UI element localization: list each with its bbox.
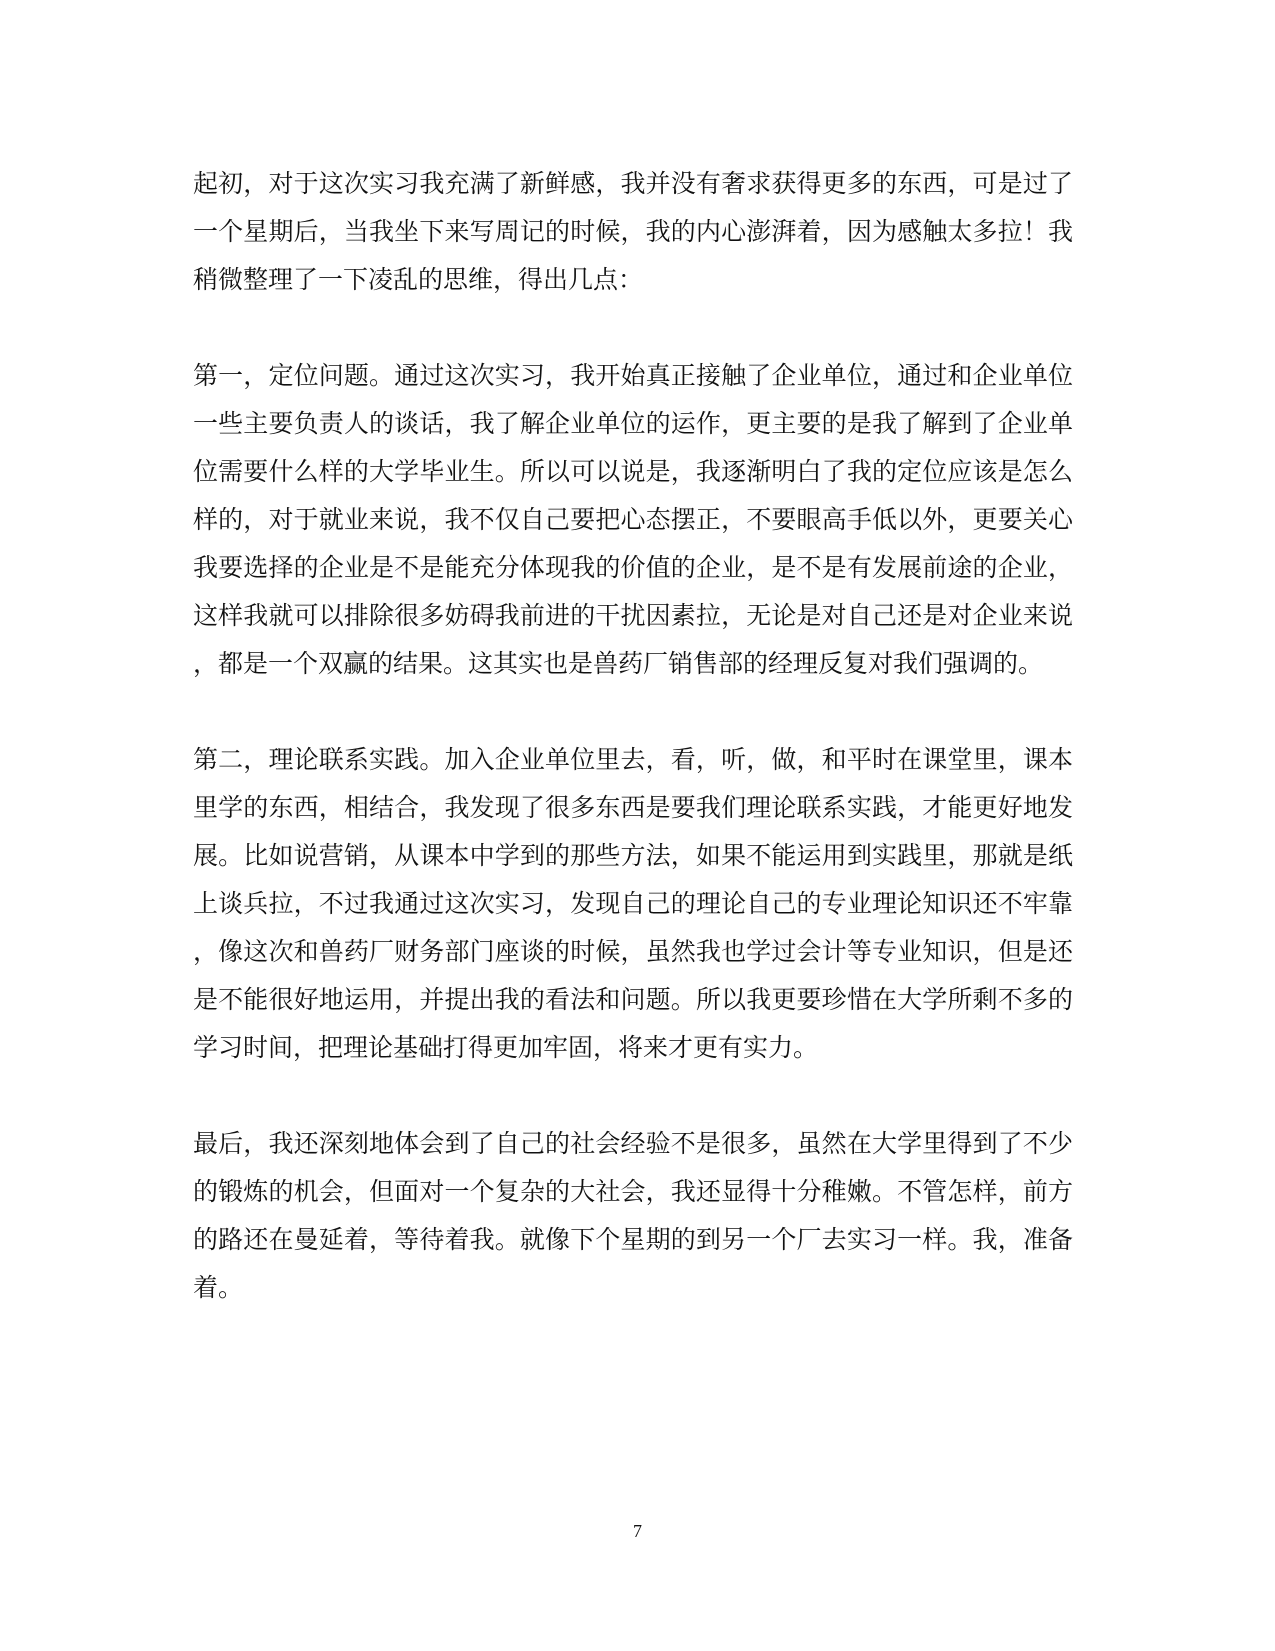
text-line: 是不能很好地运用，并提出我的看法和问题。所以我更要珍惜在大学所剩不多的 bbox=[193, 985, 1073, 1014]
text-line: 的锻炼的机会，但面对一个复杂的大社会，我还显得十分稚嫩。不管怎样，前方 bbox=[193, 1177, 1073, 1206]
text-line: 一个星期后，当我坐下来写周记的时候，我的内心澎湃着，因为感触太多拉！我 bbox=[193, 217, 1073, 246]
paragraph-second-point bbox=[193, 736, 1073, 1072]
text-line: 展。比如说营销，从课本中学到的那些方法，如果不能运用到实践里，那就是纸 bbox=[193, 841, 1073, 870]
text-line: 一些主要负责人的谈话，我了解企业单位的运作，更主要的是我了解到了企业单 bbox=[193, 409, 1073, 438]
text-line: 最后，我还深刻地体会到了自己的社会经验不是很多，虽然在大学里得到了不少 bbox=[193, 1129, 1073, 1158]
text-line: 稍微整理了一下凌乱的思维，得出几点： bbox=[193, 265, 644, 294]
text-line: 着。 bbox=[193, 1273, 244, 1302]
text-line: ，都是一个双赢的结果。这其实也是兽药厂销售部的经理反复对我们强调的。 bbox=[193, 649, 1044, 678]
paragraph-first-point bbox=[193, 352, 1073, 688]
text-line: 样的，对于就业来说，我不仅自己要把心态摆正，不要眼高手低以外，更要关心 bbox=[193, 505, 1073, 534]
text-line: 的路还在曼延着，等待着我。就像下个星期的到另一个厂去实习一样。我，准备 bbox=[193, 1225, 1073, 1254]
text-line: 上谈兵拉，不过我通过这次实习，发现自己的理论自己的专业理论知识还不牢靠 bbox=[193, 889, 1073, 918]
text-line: 第二，理论联系实践。加入企业单位里去，看，听，做，和平时在课堂里，课本 bbox=[193, 745, 1073, 774]
paragraph-intro bbox=[193, 160, 1073, 304]
text-line: 学习时间，把理论基础打得更加牢固，将来才更有实力。 bbox=[193, 1033, 819, 1062]
text-line: 里学的东西，相结合，我发现了很多东西是要我们理论联系实践，才能更好地发 bbox=[193, 793, 1073, 822]
text-line: 位需要什么样的大学毕业生。所以可以说是，我逐渐明白了我的定位应该是怎么 bbox=[193, 457, 1073, 486]
text-line: 这样我就可以排除很多妨碍我前进的干扰因素拉，无论是对自己还是对企业来说 bbox=[193, 601, 1073, 630]
text-line: 第一，定位问题。通过这次实习，我开始真正接触了企业单位，通过和企业单位 bbox=[193, 361, 1073, 390]
text-line: 起初，对于这次实习我充满了新鲜感，我并没有奢求获得更多的东西，可是过了 bbox=[193, 169, 1073, 198]
page-number: 7 bbox=[633, 1521, 642, 1541]
text-line: 我要选择的企业是不是能充分体现我的价值的企业，是不是有发展前途的企业， bbox=[193, 553, 1073, 582]
text-line: ，像这次和兽药厂财务部门座谈的时候，虽然我也学过会计等专业知识，但是还 bbox=[193, 937, 1073, 966]
paragraph-conclusion bbox=[193, 1120, 1073, 1312]
body-text bbox=[193, 160, 1073, 1360]
